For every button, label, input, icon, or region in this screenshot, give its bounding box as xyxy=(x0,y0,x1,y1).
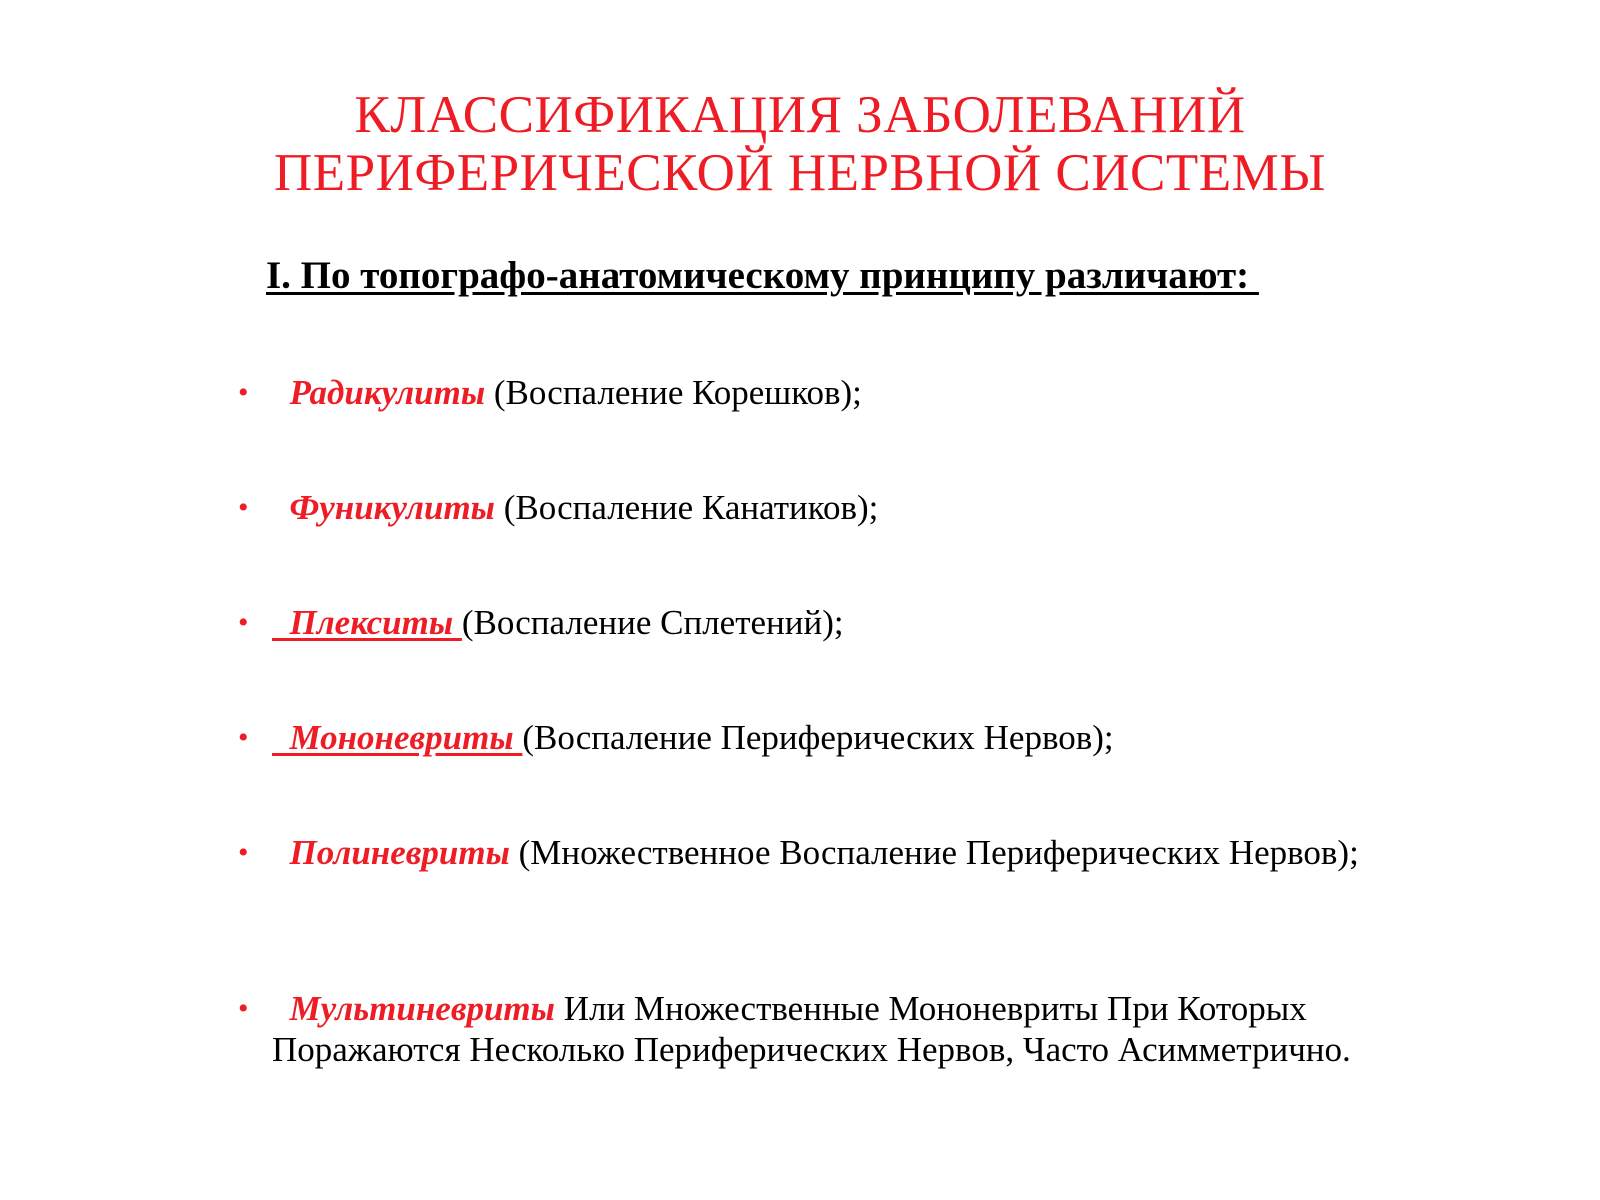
list-item-funiculitis xyxy=(238,487,1402,528)
bullet-icon: • xyxy=(238,992,249,1025)
list-item-radiculitis xyxy=(238,372,1402,413)
item-description: (Воспаление Канатиков); xyxy=(494,488,879,527)
item-description: Или Множественные Мононевриты При Которых Поражаются Несколько Периферических Нервов, Часто Асимметрично. xyxy=(272,989,1351,1069)
item-term: Полиневриты xyxy=(289,833,510,872)
item-description: (Воспаление Периферических Нервов); xyxy=(522,718,1114,757)
item-term: Мультиневриты xyxy=(289,989,555,1028)
slide-title-line-1: КЛАССИФИКАЦИЯ ЗАБОЛЕВАНИЙ xyxy=(354,86,1246,144)
item-lead xyxy=(272,833,290,872)
item-description: (Воспаление Корешков); xyxy=(485,373,862,412)
list-item-polyneuritis xyxy=(238,832,1402,873)
item-lead xyxy=(272,989,290,1028)
item-description: (Множественное Воспаление Периферических Нервов); xyxy=(509,833,1359,872)
bullet-icon: • xyxy=(238,376,249,409)
item-term: Фуникулиты xyxy=(289,488,495,527)
item-term: Плекситы xyxy=(272,603,462,642)
item-term: Мононевриты xyxy=(272,718,523,757)
bullet-icon: • xyxy=(238,836,249,869)
bullet-icon: • xyxy=(238,606,249,639)
list-item-plexitis xyxy=(238,602,1402,643)
slide-title-line-2: ПЕРИФЕРИЧЕСКОЙ НЕРВНОЙ СИСТЕМЫ xyxy=(273,144,1327,202)
bullet-icon: • xyxy=(238,721,249,754)
item-lead xyxy=(272,373,290,412)
item-term: Радикулиты xyxy=(289,373,486,412)
section-heading: I. По топографо-анатомическому принципу различают: xyxy=(266,254,1259,297)
item-description: (Воспаление Сплетений); xyxy=(461,603,844,642)
bullet-icon: • xyxy=(238,491,249,524)
list-item-multineuritis xyxy=(238,988,1402,1070)
list-item-mononeuritis xyxy=(238,717,1402,758)
item-lead xyxy=(272,488,290,527)
